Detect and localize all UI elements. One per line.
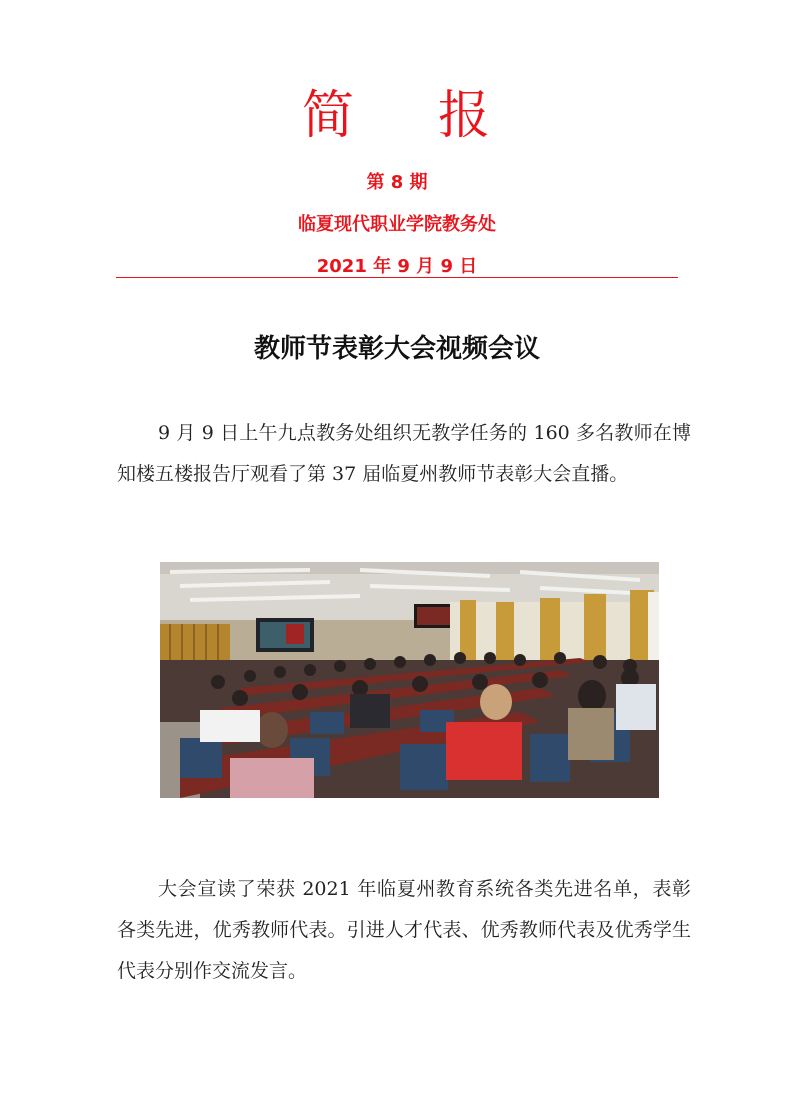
masthead-title-right: 报: [438, 86, 493, 146]
masthead-title-left: 简: [301, 86, 356, 146]
masthead-title: [0, 84, 794, 148]
meeting-hall-photo: [160, 562, 659, 798]
article-headline: 教师节表彰大会视频会议: [253, 334, 540, 364]
photo-illustration: [160, 562, 659, 798]
masthead-divider: [116, 277, 678, 278]
issue-number: 第 8 期: [366, 172, 428, 193]
article-paragraph-2: 大会宣读了荣获 2021 年临夏州教育系统各类先进名单，表彰各类先进，优秀教师代表。引进人才代表、优秀教师代表及优秀学生代表分别作交流发言。: [117, 878, 691, 982]
department-name: 临夏现代职业学院教务处: [298, 214, 496, 235]
issue-date: 2021 年 9 月 9 日: [316, 256, 478, 277]
article-paragraph-1: 9 月 9 日上午九点教务处组织无教学任务的 160 多名教师在博知楼五楼报告厅观看了第 37 届临夏州教师节表彰大会直播。: [117, 422, 691, 485]
